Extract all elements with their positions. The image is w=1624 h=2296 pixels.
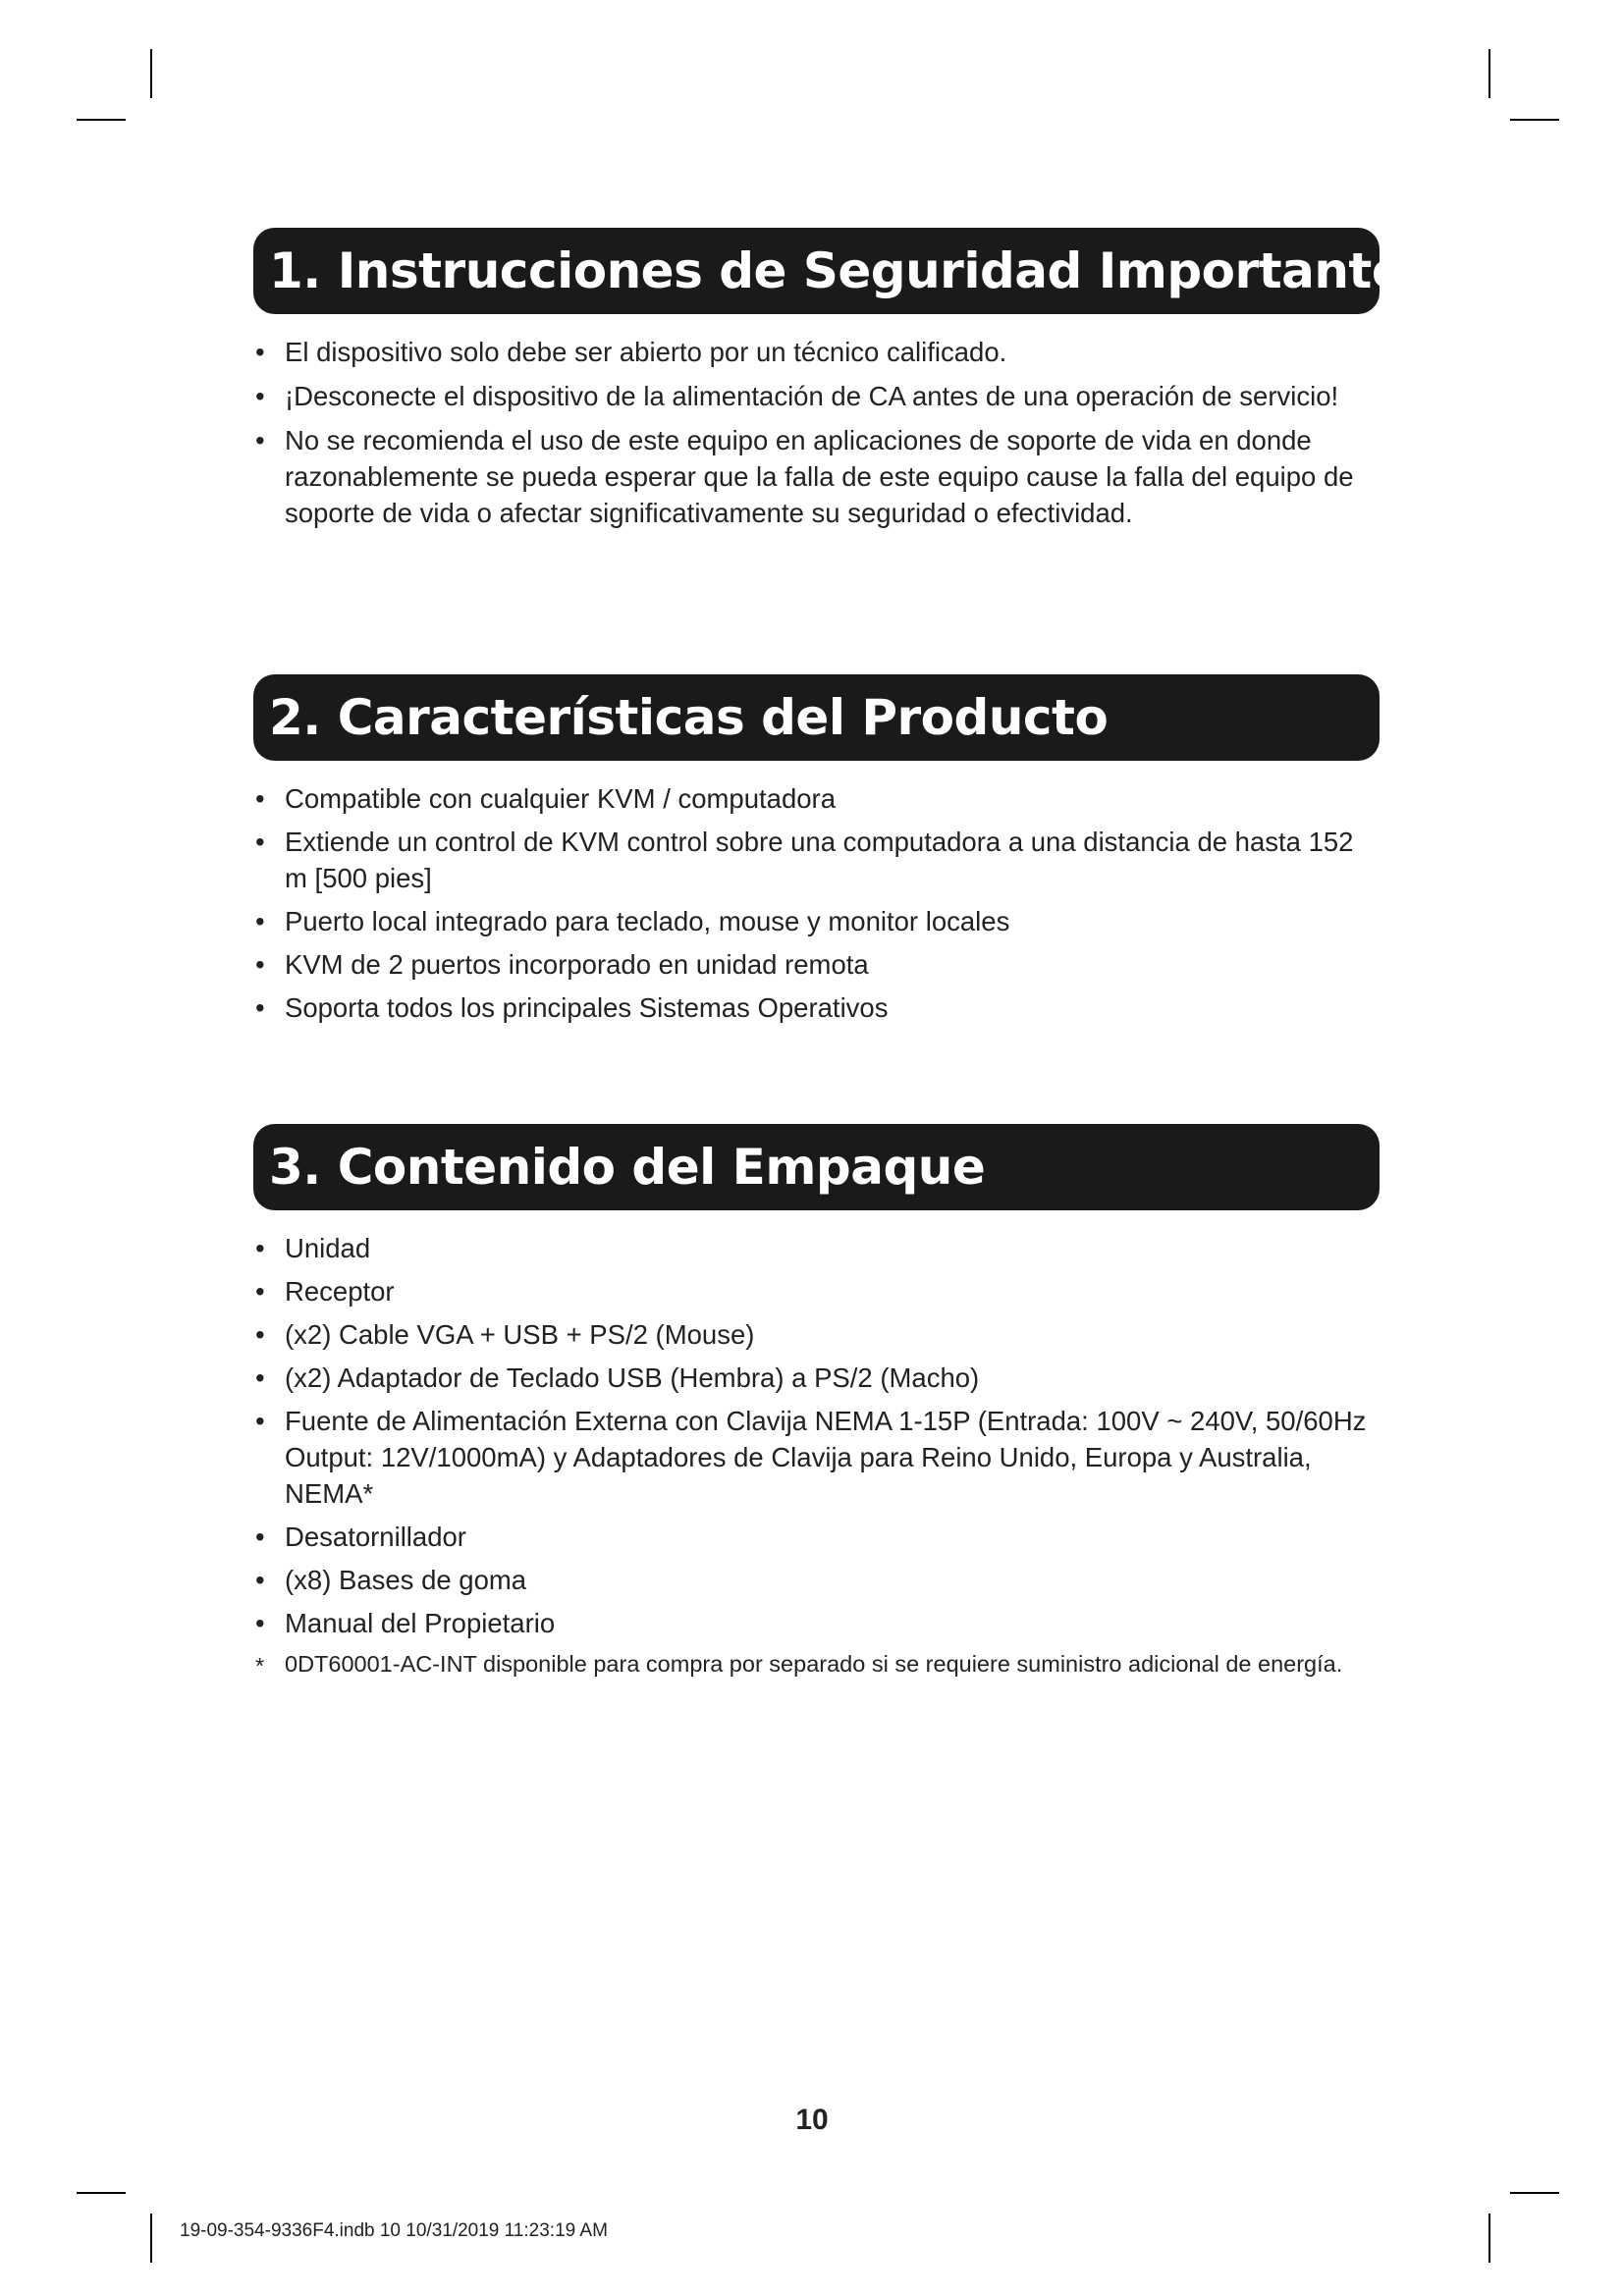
bullet: • bbox=[255, 337, 265, 367]
bullet: • bbox=[255, 381, 265, 411]
list-item: • Receptor bbox=[253, 1273, 1380, 1309]
bullet: • bbox=[255, 992, 265, 1023]
list-item: • Unidad bbox=[253, 1230, 1380, 1266]
list-item: • No se recomienda el uso de este equipo en aplicaciones de soporte de vida en donde razonablemente se pueda esperar que la falla de este equipo cause la falla del equipo de soporte de vida o afectar significativamente su seguridad o efectividad. bbox=[253, 422, 1380, 531]
list-item: • Extiende un control de KVM control sobre una computadora a una distancia de hasta 152 m [500 pies] bbox=[253, 824, 1380, 896]
bullet: • bbox=[255, 827, 265, 857]
crop-mark bbox=[1510, 119, 1559, 121]
section-header bbox=[253, 228, 1434, 314]
section-title: 3. Contenido del Empaque bbox=[269, 1139, 986, 1196]
bullet: • bbox=[255, 1565, 265, 1595]
section-package-contents bbox=[253, 1124, 1380, 1680]
section-features bbox=[253, 674, 1380, 1033]
footnote-marker: * bbox=[255, 1653, 265, 1679]
crop-mark bbox=[77, 119, 126, 121]
print-slug: 19-09-354-9336F4.indb 10 10/31/2019 11:23:19 AM bbox=[180, 2220, 608, 2241]
features-list bbox=[253, 780, 1380, 1026]
list-item: • El dispositivo solo debe ser abierto por un técnico calificado. bbox=[253, 334, 1380, 370]
bullet: • bbox=[255, 1608, 265, 1638]
safety-list bbox=[253, 334, 1380, 531]
page-number: 10 bbox=[795, 2104, 829, 2136]
section-header bbox=[253, 674, 1380, 761]
bullet: • bbox=[255, 1522, 265, 1552]
crop-mark bbox=[150, 2214, 152, 2263]
list-item: • (x2) Adaptador de Teclado USB (Hembra) a PS/2 (Macho) bbox=[253, 1360, 1380, 1396]
list-item: • Puerto local integrado para teclado, mouse y monitor locales bbox=[253, 903, 1380, 939]
bullet: • bbox=[255, 425, 265, 455]
bullet: • bbox=[255, 783, 265, 814]
bullet: • bbox=[255, 1319, 265, 1350]
crop-mark bbox=[77, 2192, 126, 2194]
bullet: • bbox=[255, 1362, 265, 1393]
bullet: • bbox=[255, 1406, 265, 1436]
list-item: • Soporta todos los principales Sistemas Operativos bbox=[253, 989, 1380, 1026]
section-safety bbox=[253, 228, 1434, 539]
bullet: • bbox=[255, 949, 265, 980]
crop-mark bbox=[150, 49, 152, 98]
list-item: • (x8) Bases de goma bbox=[253, 1562, 1380, 1598]
bullet: • bbox=[255, 906, 265, 936]
crop-mark bbox=[1489, 2214, 1490, 2263]
section-title: 1. Instrucciones de Seguridad Importantes bbox=[269, 242, 1434, 299]
list-item: • KVM de 2 puertos incorporado en unidad remota bbox=[253, 946, 1380, 983]
list-item: • ¡Desconecte el dispositivo de la alimentación de CA antes de una operación de servicio! bbox=[253, 378, 1380, 414]
bullet: • bbox=[255, 1233, 265, 1263]
list-item: • (x2) Cable VGA + USB + PS/2 (Mouse) bbox=[253, 1316, 1380, 1353]
list-item: • Desatornillador bbox=[253, 1519, 1380, 1555]
section-title: 2. Características del Producto bbox=[269, 689, 1109, 746]
bullet: • bbox=[255, 1276, 265, 1307]
crop-mark bbox=[1489, 49, 1490, 98]
list-item: • Fuente de Alimentación Externa con Clavija NEMA 1-15P (Entrada: 100V ~ 240V, 50/60Hz Output: 12V/1000mA) y Adaptadores de Clavija para Reino Unido, Europa y Australia, NEMA* bbox=[253, 1403, 1380, 1512]
footnote: * 0DT60001-AC-INT disponible para compra por separado si se requiere suministro adicional de energía. bbox=[253, 1648, 1380, 1680]
list-item: • Compatible con cualquier KVM / computadora bbox=[253, 780, 1380, 817]
section-header bbox=[253, 1124, 1380, 1210]
list-item: • Manual del Propietario bbox=[253, 1605, 1380, 1641]
contents-list bbox=[253, 1230, 1380, 1641]
crop-mark bbox=[1510, 2192, 1559, 2194]
